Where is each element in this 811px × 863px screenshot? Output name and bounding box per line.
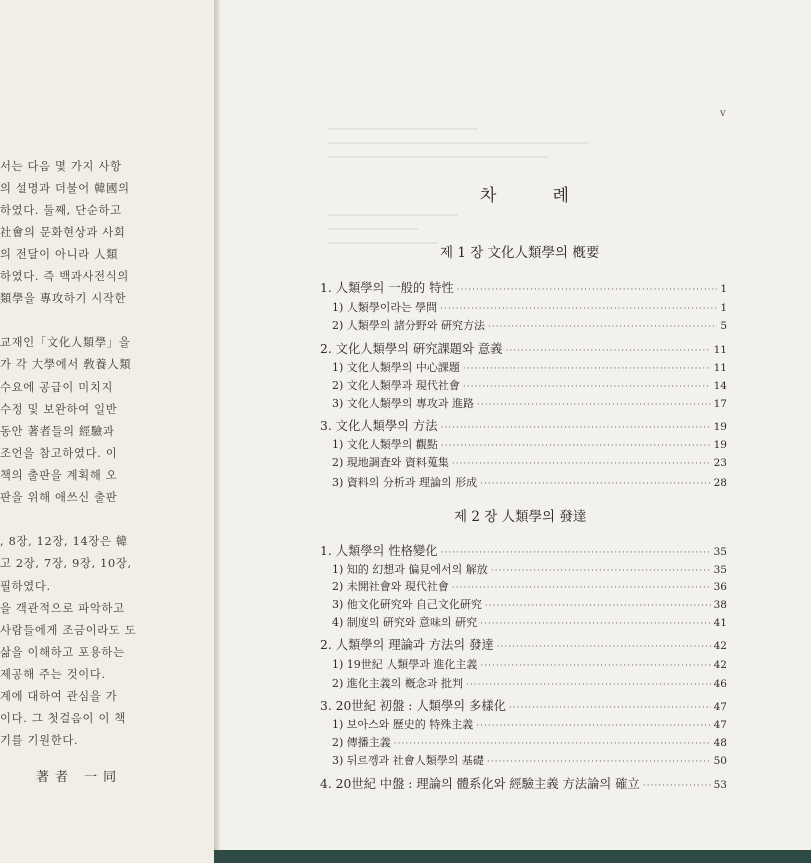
- preface-line: 조언을 참고하였다. 이: [0, 447, 118, 460]
- left-page: [0, 0, 215, 863]
- leader-dots: [441, 423, 711, 433]
- toc-entry-label: 2) 人類學의 諸分野와 硏究方法: [332, 319, 486, 332]
- leader-dots: [497, 642, 711, 652]
- preface-line: 類學을 專攻하기 시작한: [0, 292, 127, 305]
- preface-line: 기를 기원한다.: [0, 734, 79, 747]
- toc-entry-label: 4. 20世紀 中盤 : 理論의 體系化와 經驗主義 方法論의 確立: [320, 777, 640, 791]
- leader-dots: [509, 703, 711, 713]
- leader-dots: [477, 400, 711, 410]
- toc-title-char: 례: [552, 186, 569, 206]
- toc-entry-page: 11: [713, 362, 727, 374]
- leader-dots: [480, 661, 710, 671]
- preface-line: 책의 출판을 계획해 오: [0, 469, 118, 482]
- preface-line: 을 객관적으로 파악하고: [0, 602, 125, 615]
- toc-entry-page: 35: [713, 546, 727, 558]
- toc-entry-label: 3) 文化人類學의 專攻과 進路: [332, 397, 475, 410]
- toc-entry-page: 38: [713, 599, 727, 611]
- toc-entry-label: 4) 制度의 硏究와 意味의 硏究: [332, 616, 478, 629]
- toc-entry: [332, 614, 727, 630]
- leader-dots: [394, 739, 711, 749]
- toc-entry-page: 50: [713, 755, 727, 767]
- chapter-heading: 제 1 장 文化人類學의 槪要: [440, 245, 600, 261]
- leader-dots: [452, 583, 711, 593]
- toc-entry-page: 1: [720, 302, 727, 314]
- toc-entry-page: 42: [713, 659, 727, 671]
- leader-dots: [505, 346, 710, 356]
- leader-dots: [480, 479, 710, 489]
- preface-line: 이다. 그 첫걸음이 이 책: [0, 712, 126, 725]
- toc-entry-page: 19: [713, 421, 727, 433]
- toc-entry-label: 3. 文化人類學의 方法: [320, 419, 438, 433]
- preface-line: 삶을 이해하고 포용하는: [0, 646, 125, 659]
- toc-entry-page: 1: [720, 283, 727, 295]
- toc-entry-label: 1) 人類學이라는 學問: [332, 301, 438, 314]
- toc-title: [480, 181, 569, 206]
- toc-entry-page: 23: [713, 457, 727, 469]
- preface-line: 동안 著者들의 經驗과: [0, 425, 115, 438]
- toc-entry-label: 3) 他文化硏究와 自己文化硏究: [332, 598, 482, 611]
- toc-entry-page: 53: [713, 779, 727, 791]
- toc-entry: [332, 317, 727, 333]
- toc-entry-label: 2) 進化主義의 槪念과 批判: [332, 677, 464, 690]
- toc-entry-page: 48: [713, 737, 727, 749]
- toc-entry-label: 2. 人類學의 理論과 方法의 發達: [320, 638, 494, 652]
- toc-entry-page: 41: [713, 617, 727, 629]
- toc-entry: [320, 339, 727, 357]
- toc-entry: [332, 395, 727, 411]
- leader-dots: [452, 459, 711, 469]
- right-page: [220, 0, 811, 863]
- book-cover-edge: [214, 850, 811, 863]
- toc-title-char: 차: [480, 186, 497, 206]
- leader-dots: [463, 364, 711, 374]
- toc-entry: [320, 774, 727, 792]
- leader-dots: [466, 680, 711, 690]
- toc-entry: [332, 675, 727, 691]
- toc-entry-page: 17: [713, 398, 727, 410]
- preface-line: 필하였다.: [0, 580, 51, 593]
- toc-entry: [332, 474, 727, 490]
- toc-entry: [332, 656, 727, 672]
- preface-line: 하였다. 둘째, 단순하고: [0, 204, 122, 217]
- toc-entry-page: 35: [713, 564, 727, 576]
- toc-entry: [332, 454, 727, 470]
- toc-entry-label: 2) 傳播主義: [332, 736, 391, 749]
- bleed-through: [328, 214, 458, 216]
- leader-dots: [491, 566, 711, 576]
- toc-entry-label: 2. 文化人類學의 硏究課題와 意義: [320, 342, 503, 356]
- toc-entry: [332, 359, 727, 375]
- toc-entry: [332, 299, 727, 315]
- preface-line: 사람들에게 조금이라도 도: [0, 624, 137, 637]
- preface-line: 하였다. 즉 백과사전식의: [0, 270, 130, 283]
- toc-entry-label: 2) 文化人類學과 現代社會: [332, 379, 460, 392]
- toc-entry: [332, 377, 727, 393]
- toc-entry-page: 36: [713, 581, 727, 593]
- toc-entry: [332, 596, 727, 612]
- preface-line: 가 각 大學에서 敎養人類: [0, 358, 132, 371]
- toc-entry-page: 14: [713, 380, 727, 392]
- leader-dots: [476, 721, 710, 731]
- toc-entry: [332, 716, 727, 732]
- preface-line: 서는 다음 몇 가지 사항: [0, 160, 122, 173]
- toc-entry-label: 3. 20世紀 初盤 : 人類學의 多樣化: [320, 699, 506, 713]
- toc-entry-label: 3) 資料의 分析과 理論의 形成: [332, 476, 478, 489]
- toc-entry-label: 1. 人類學의 性格變化: [320, 544, 438, 558]
- toc-entry-page: 5: [720, 320, 727, 332]
- preface-line: , 8장, 12장, 14장은 韓: [0, 535, 128, 548]
- preface-line: 교재인「文化人類學」을: [0, 336, 131, 349]
- toc-entry: [320, 696, 727, 714]
- toc-entry: [320, 541, 727, 559]
- preface-line: 의 설명과 더불어 韓國의: [0, 182, 130, 195]
- toc-entry-label: 1. 人類學의 一般的 特性: [320, 281, 454, 295]
- toc-entry-label: 1) 文化人類學의 觀點: [332, 438, 438, 451]
- bleed-through: [328, 142, 588, 144]
- toc-entry-page: 46: [713, 678, 727, 690]
- toc-entry: [332, 561, 727, 577]
- preface-signature: 著者 一同: [36, 770, 123, 785]
- toc-entry-label: 2) 未開社會와 現代社會: [332, 580, 449, 593]
- leader-dots: [441, 548, 711, 558]
- bleed-through: [328, 242, 438, 244]
- toc-entry-page: 47: [713, 719, 727, 731]
- toc-entry-page: 11: [713, 344, 727, 356]
- toc-entry-label: 1) 보아스와 歷史的 特殊主義: [332, 718, 474, 731]
- leader-dots: [485, 601, 711, 611]
- toc-entry-page: 28: [713, 477, 727, 489]
- toc-entry-page: 19: [713, 439, 727, 451]
- toc-entry-page: 47: [713, 701, 727, 713]
- toc-entry: [332, 734, 727, 750]
- preface-line: 수정 및 보완하여 일반: [0, 403, 118, 416]
- toc-entry-label: 1) 19世紀 人類學과 進化主義: [332, 658, 478, 671]
- preface-line: 제공해 주는 것이다.: [0, 668, 106, 681]
- toc-entry: [332, 578, 727, 594]
- toc-entry: [332, 752, 727, 768]
- toc-entry: [320, 278, 727, 296]
- preface-line: 계에 대하여 관심을 가: [0, 690, 118, 703]
- leader-dots: [643, 781, 711, 791]
- chapter-heading: 제 2 장 人類學의 發達: [454, 509, 587, 525]
- leader-dots: [441, 441, 711, 451]
- preface-line: 수요에 공급이 미치지: [0, 381, 114, 394]
- toc-entry-label: 1) 文化人類學의 中心課題: [332, 361, 460, 374]
- bleed-through: [328, 228, 418, 230]
- bleed-through: [328, 156, 548, 158]
- leader-dots: [480, 619, 710, 629]
- toc-entry: [320, 635, 727, 653]
- preface-line: 의 전달이 아니라 人類: [0, 248, 119, 261]
- toc-entry-label: 3) 뒤르껭과 社會人類學의 基礎: [332, 754, 484, 767]
- leader-dots: [463, 382, 711, 392]
- toc-entry: [320, 416, 727, 434]
- preface-line: 社會의 문화현상과 사회: [0, 226, 126, 239]
- toc-entry: [332, 436, 727, 452]
- toc-entry-label: 1) 知的 幻想과 偏見에서의 解放: [332, 563, 488, 576]
- toc-entry-label: 2) 現地調査와 資料蒐集: [332, 456, 449, 469]
- leader-dots: [457, 285, 718, 295]
- leader-dots: [440, 304, 717, 314]
- preface-line: 판을 위해 애쓰신 출판: [0, 491, 118, 504]
- toc-entry-page: 42: [713, 640, 727, 652]
- page-number: v: [720, 108, 726, 119]
- leader-dots: [487, 757, 711, 767]
- leader-dots: [488, 322, 717, 332]
- bleed-through: [328, 128, 478, 130]
- preface-line: 고 2장, 7장, 9장, 10장,: [0, 557, 132, 570]
